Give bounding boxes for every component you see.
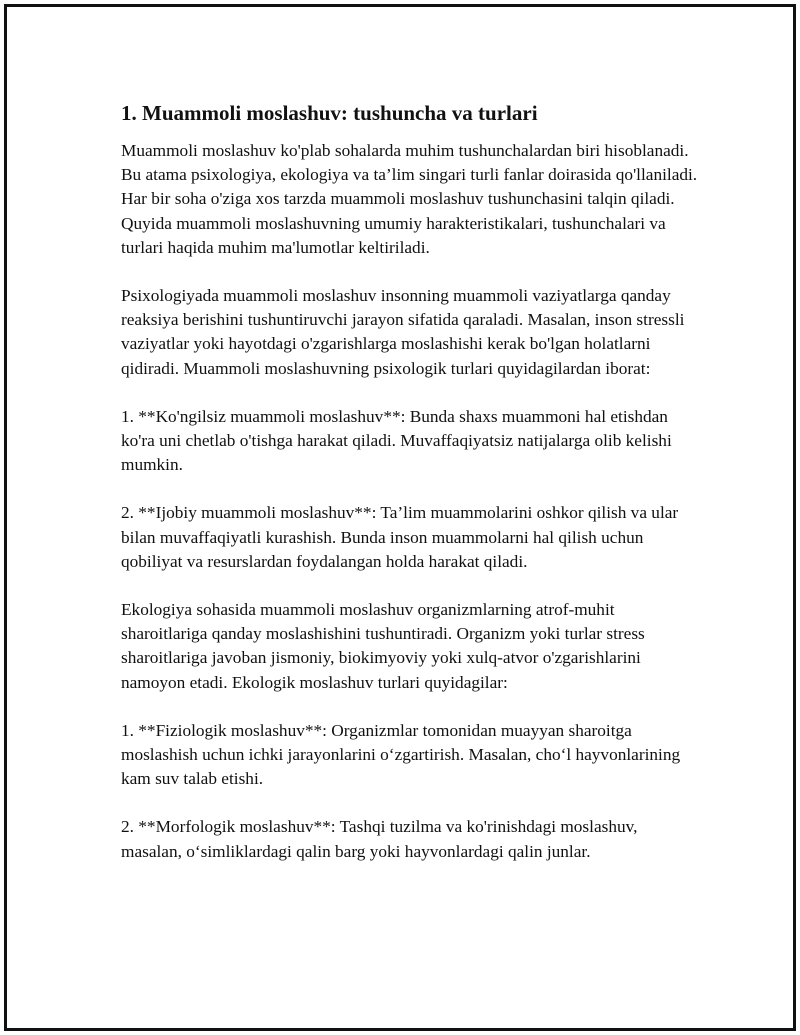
paragraph-psychology: Psixologiyada muammoli moslashuv insonning muammoli vaziyatlarga qanday reaksiya berishini tushuntiruvchi jarayon sifatida qaraladi. Masalan, inson stressli vaziyatlar yoki hayotdagi o'zgarishlarga moslashishi kerak bo'lgan holatlarni qidiradi. Muammoli moslashuvning psixologik turlari quyidagilardan iborat: xyxy=(121,286,685,378)
paragraph-intro: Muammoli moslashuv ko'plab sohalarda muhim tushunchalardan biri hisoblanadi. Bu atama psixologiya, ekologiya va ta’lim singari turli fanlar doirasida qo'llaniladi. Har bir soha o'ziga xos tarzda muammoli moslashuv tushunchasini talqin qiladi. Quyida muammoli moslashuvning umumiy harakteristikalari, tushunchalari va turlari haqida muhim ma'lumotlar keltiriladi. xyxy=(121,141,698,257)
paragraph-ecology: Ekologiya sohasida muammoli moslashuv organizmlarning atrof-muhit sharoitlariga qanday moslashishini tushuntiradi. Organizm yoki turlar stress sharoitlariga javoban jismoniy, biokimyoviy yoki xulq-atvor o'zgarishlarini namoyon etadi. Ekologik moslashuv turlari quyidagilar: xyxy=(121,600,645,692)
list-item-positive-adaptation: 2. **Ijobiy muammoli moslashuv**: Ta’lim muammolarini oshkor qilish va ular bilan muvaffaqiyatli kurashish. Bunda inson muammolarni hal qilish uchun qobiliyat va resurslardan foydalangan holda harakat qiladi. xyxy=(121,503,679,571)
page-frame xyxy=(4,4,796,1031)
list-item-morphological-adaptation: 2. **Morfologik moslashuv**: Tashqi tuzilma va ko'rinishdagi moslashuv, masalan, o‘simliklardagi qalin barg yoki hayvonlardagi qalin junlar. xyxy=(121,817,638,861)
list-item-negative-adaptation: 1. **Ko'ngilsiz muammoli moslashuv**: Bunda shaxs muammoni hal etishdan ko'ra uni chetlab o'tishga harakat qiladi. Muvaffaqiyatsiz natijalarga olib kelishi mumkin. xyxy=(121,406,672,475)
document-body xyxy=(121,99,701,888)
page-title: 1. Muammoli moslashuv: tushuncha va turlari xyxy=(121,101,538,125)
list-item-physiological-adaptation: 1. **Fiziologik moslashuv**: Organizmlar tomonidan muayyan sharoitga moslashish uchun ichki jarayonlarini o‘zgartirish. Masalan, cho‘l hayvonlarining kam suv talab etishi. xyxy=(121,720,681,789)
